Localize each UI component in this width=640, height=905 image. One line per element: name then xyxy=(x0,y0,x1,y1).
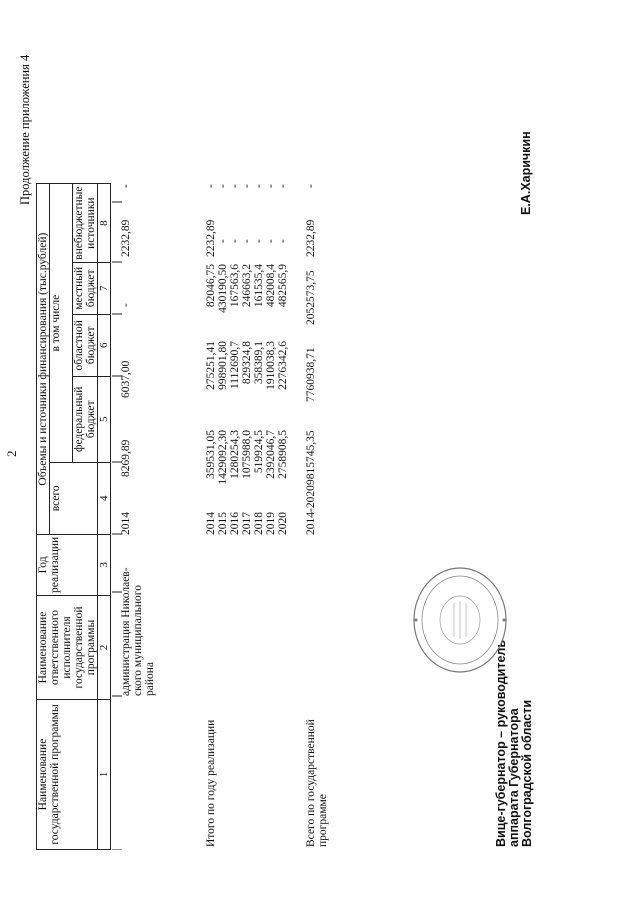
signature-name: Е.А.Харичкин xyxy=(519,131,533,215)
yearly-local: - xyxy=(217,239,229,243)
yearly-local: - xyxy=(253,239,265,243)
admin-executor-line: района xyxy=(144,661,156,696)
yearly-federal: 998901,80 xyxy=(217,341,229,390)
yearly-years xyxy=(205,512,289,535)
row-admin-federal: 6037,00 xyxy=(120,360,132,398)
yearly-extra: - xyxy=(253,184,265,188)
col-number: 4 xyxy=(98,462,111,534)
row-admin-local: 2232,89 xyxy=(120,219,132,257)
row-admin-year: 2014 xyxy=(120,512,132,535)
yearly-regional: 82046,75 xyxy=(205,264,217,308)
row-admin-total: 8269,89 xyxy=(120,439,132,477)
header-year: Год реализации xyxy=(37,534,98,595)
yearly-regional: 167563,6 xyxy=(229,264,241,308)
yearly-year: 2019 xyxy=(265,512,277,535)
yearly-extra: - xyxy=(277,184,289,188)
header-volumes: Объемы и источники финансирования (тыс.рублей) xyxy=(37,184,50,534)
header-federal: федеральный бюджет xyxy=(73,376,98,462)
yearly-regional: 482008,4 xyxy=(265,264,277,308)
col-number: 2 xyxy=(98,596,111,700)
table-body-frame xyxy=(112,90,122,850)
yearly-total: 1075988,0 xyxy=(241,430,253,479)
admin-executor-line: администрация Николаев- xyxy=(120,567,132,696)
signature-title-line: Волгоградской области xyxy=(520,699,534,847)
yearly-local: - xyxy=(277,239,289,243)
row-total-regional: 2052573,75 xyxy=(305,270,317,325)
yearly-regional: 161535,4 xyxy=(253,264,265,308)
column-number-row xyxy=(98,184,111,850)
header-row-1 xyxy=(37,184,50,850)
yearly-local: - xyxy=(241,239,253,243)
col-number: 5 xyxy=(98,376,111,462)
yearly-federal: 275251,41 xyxy=(205,341,217,390)
col-number: 6 xyxy=(98,314,111,376)
header-regional: областной бюджет xyxy=(73,314,98,376)
yearly-regional: 246663,2 xyxy=(241,264,253,308)
signature-title-line: аппарата Губернатора xyxy=(507,708,521,847)
yearly-federal: 2276342,6 xyxy=(277,341,289,390)
row-admin-extra: - xyxy=(120,184,132,188)
yearly-extra: - xyxy=(205,184,217,188)
admin-executor-line: ского муниципального xyxy=(132,585,144,696)
row-total-local: 2232,89 xyxy=(305,219,317,257)
yearly-regional: 430190,50 xyxy=(217,264,229,313)
signature-title-line: Вице-губернатор – руководитель xyxy=(494,639,508,847)
yearly-federal-values xyxy=(205,341,289,405)
yearly-local-values xyxy=(205,220,289,257)
page-number: 2 xyxy=(4,450,19,457)
continued-label: Продолжение приложения 4 xyxy=(18,54,32,205)
yearly-local: - xyxy=(265,239,277,243)
yearly-total: 1429092,30 xyxy=(217,430,229,485)
row-admin-regional: - xyxy=(120,303,132,307)
col-number: 7 xyxy=(98,262,111,314)
header-local: местный бюджет xyxy=(73,262,98,314)
header-including: в том числе xyxy=(50,184,73,462)
yearly-extra: - xyxy=(265,184,277,188)
header-total: всего xyxy=(50,462,98,534)
yearly-year: 2018 xyxy=(253,512,265,535)
official-stamp-icon xyxy=(410,565,510,675)
yearly-extra: - xyxy=(241,184,253,188)
row-total-label xyxy=(305,719,329,847)
header-program-name: Наименование государственной программы xyxy=(37,700,98,850)
yearly-total: 1280254,3 xyxy=(229,430,241,479)
yearly-year: 2014 xyxy=(205,512,217,535)
yearly-federal: 829324,8 xyxy=(241,341,253,385)
yearly-year: 2020 xyxy=(277,512,289,535)
col-number: 1 xyxy=(98,700,111,850)
yearly-regional-values xyxy=(205,264,289,322)
yearly-total: 2758908,5 xyxy=(277,430,289,479)
yearly-federal: 1910038,3 xyxy=(265,341,277,390)
yearly-total: 2392046,7 xyxy=(265,430,277,479)
yearly-extra: - xyxy=(229,184,241,188)
yearly-extra: - xyxy=(217,184,229,188)
row-yearly-label: Итого по году реализации xyxy=(205,719,217,847)
col-number: 3 xyxy=(98,534,111,595)
yearly-year: 2017 xyxy=(241,512,253,535)
yearly-regional: 482565,9 xyxy=(277,264,289,308)
header-extra: внебюджетные источники xyxy=(73,184,98,262)
row-total-extra: - xyxy=(305,184,317,188)
row-total-year: 2014-2020 xyxy=(305,485,317,535)
row-total-total: 9815745,35 xyxy=(305,430,317,485)
financing-table xyxy=(36,183,111,850)
yearly-total: 359531,05 xyxy=(205,430,217,479)
row-admin-executor xyxy=(120,567,156,696)
yearly-total-values xyxy=(205,430,289,490)
total-label-line: программе xyxy=(317,794,329,847)
total-label-line: Всего по государственной xyxy=(305,719,317,847)
yearly-local: - xyxy=(229,239,241,243)
row-total-federal: 7760938,71 xyxy=(305,347,317,402)
yearly-federal: 1112690,7 xyxy=(229,341,241,390)
yearly-local: 2232,89 xyxy=(205,219,217,257)
yearly-year: 2015 xyxy=(217,512,229,535)
col-number: 8 xyxy=(98,184,111,262)
yearly-year: 2016 xyxy=(229,512,241,535)
yearly-total: 519924,5 xyxy=(253,430,265,474)
yearly-federal: 358389,1 xyxy=(253,341,265,385)
yearly-extra-values xyxy=(205,184,289,188)
header-executor: Наименование ответственного исполнителя государственной программы xyxy=(37,596,98,700)
